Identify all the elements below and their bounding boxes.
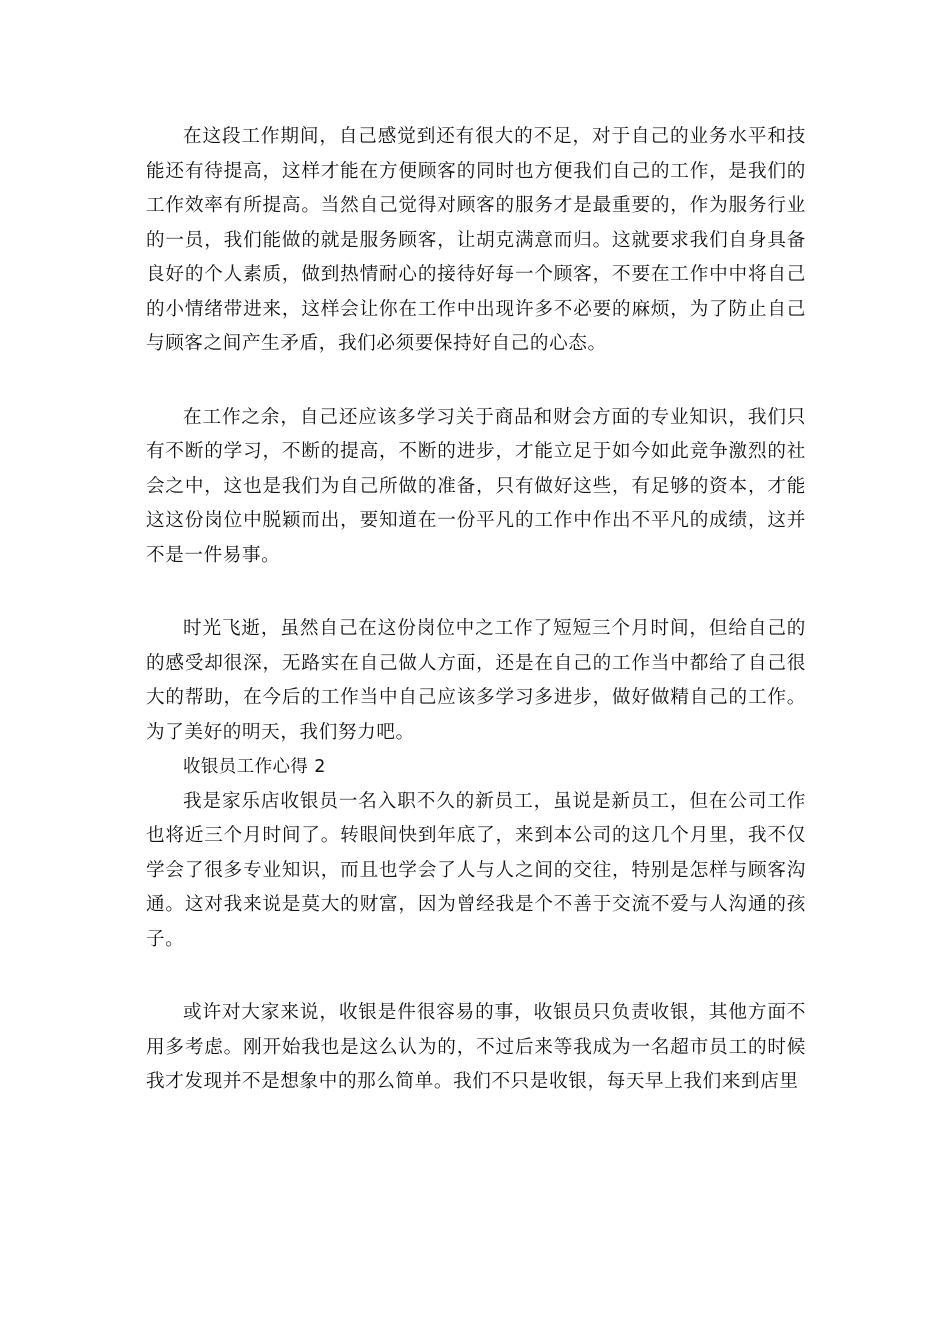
paragraph-1: 在这段工作期间，自己感觉到还有很大的不足，对于自己的业务水平和技能还有待提高，这样才能在方便顾客的同时也方便我们自己的工作，是我们的工作效率有所提高。当然自己觉得对顾客的服务才是最重要的，作为服务行业的一员，我们能做的就是服务顾客，让胡克满意而归。这就要求我们自身具备良好的个人素质，做到热情耐心的接待好每一个顾客，不要在工作中中将自己的小情绪带进来，这样会让你在工作中出现许多不必要的麻烦，为了防止自己与顾客之间产生矛盾，我们必须要保持好自己的心态。 — [146, 126, 806, 354]
paragraph-3: 时光飞逝，虽然自己在这份岗位中之工作了短短三个月时间，但给自己的的感受却很深，无路实在自己做人方面，还是在自己的工作当中都给了自己很大的帮助，在今后的工作当中自己应该多学习多进步，做好做精自己的工作。为了美好的明天，我们努力吧。 — [146, 618, 806, 743]
section-heading: 收银员工作心得 2 — [183, 757, 326, 777]
paragraph-2: 在工作之余，自己还应该多学习关于商品和财会方面的专业知识，我们只有不断的学习，不断的提高，不断的进步，才能立足于如今如此竞争激烈的社会之中，这也是我们为自己所做的准备，只有做好这些，有足够的资本，才能这这份岗位中脱颖而出，要知道在一份平凡的工作中作出不平凡的成绩，这并不是一件易事。 — [146, 406, 806, 566]
section-paragraph-1: 我是家乐店收银员一名入职不久的新员工，虽说是新员工，但在公司工作也将近三个月时间了。转眼间快到年底了，来到本公司的这几个月里，我不仅学会了很多专业知识，而且也学会了人与人之间的交往，特别是怎样与顾客沟通。这对我来说是莫大的财富，因为曾经我是个不善于交流不爱与人沟通的孩子。 — [146, 790, 806, 950]
section-paragraph-2: 或许对大家来说，收银是件很容易的事，收银员只负责收银，其他方面不用多考虑。刚开始我也是这么认为的，不过后来等我成为一名超市员工的时候我才发现并不是想象中的那么简单。我们不只是收银，每天早上我们来到店里 — [146, 1002, 806, 1092]
document-body — [146, 120, 806, 1100]
